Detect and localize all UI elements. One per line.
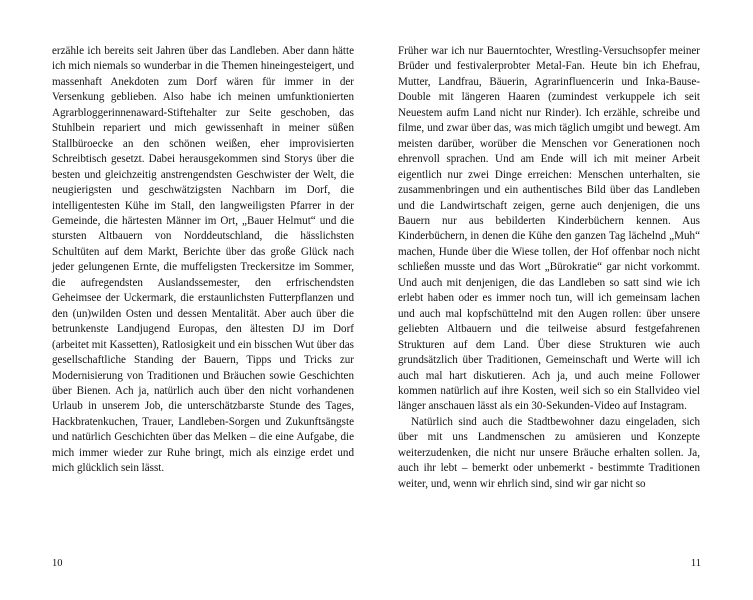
text-columns — [52, 44, 701, 524]
left-page-column — [52, 44, 354, 524]
folio-left: 10 — [52, 558, 63, 569]
page-footer — [52, 558, 701, 572]
right-page-paragraph-2: Natürlich sind auch die Stadtbewohner dazu eingeladen, sich über mit uns Landmenschen zu amüsieren und Konzepte weiterzudenken, die nicht nur unsere Bräuche erhalten sollen. Ja, auch ihr lebt – bemerkt oder unbemerkt - bestimmte Traditionen weiter, und, wenn wir ehrlich sind, sind wir gar nicht so — [398, 415, 700, 490]
right-page-column — [398, 44, 700, 524]
right-page-paragraph-1: Früher war ich nur Bauerntochter, Wrestling-Versuchsopfer meiner Brüder und festivalerprobter Metal-Fan. Heute bin ich Ehefrau, Mutter, Landfrau, Bäuerin, Agrarinfluencerin und Inka-Bause-Double mit längeren Haaren (zumindest verkuppele ich seit Neuestem aufm Land nicht nur Rinder). Ich erzähle, schreibe und filme, und zwar über das, was mich täglich umgibt und bewegt. Am meisten darüber, worüber die Menschen vor Generationen noch ehrenvoll sprachen. Und am Ende will ich mit meiner Arbeit eigentlich nur zwei Dinge erreichen: Menschen unterhalten, sie zusammenbringen und ein authentisches Bild über das Landleben und die Landwirtschaft zeigen, gerne auch denjenigen, die uns Bauern nur aus bebilderten Kinderbüchern kennen. Aus Kinderbüchern, in denen die Kühe den ganzen Tag lächelnd „Muh“ machen, Hunde über die Wiese tollen, der Hof offenbar noch nicht schließen musste und das Wort „Bürokratie“ gar nicht vorkommt. Und auch mit denjenigen, die das Landleben so satt sind wie ich erlebt haben oder es immer noch tun, will ich gemeinsam lachen und auch mal kopfschüttelnd mit den Augen rollen: über unsere geliebten Altbauern und die teilweise absurd festgefahrenen Strukturen auf dem Land. Über diese Strukturen wie auch grundsätzlich über Traditionen, Gemeinschaft und Werte will ich auch mal hart diskutieren. Ach ja, und auch meine Follower kommen natürlich auf ihre Kosten, weil sich so ein Stallvideo viel länger anschauen lässt als ein 30-Sekunden-Video auf Instagram. — [398, 45, 700, 413]
left-page-paragraph-1: erzähle ich bereits seit Jahren über das Landleben. Aber dann hätte ich mich niemals so wunderbar in die Themen hineingesteigert, und massenhaft Anekdoten zum Dorf wären für immer in der Versenkung geblieben. Also habe ich meinen umfunktionierten Agrarbloggerinnenaward-Stiftehalter zur Seite geschoben, das Stuhlbein repariert und mich gewissenhaft in meiner süßen Stallbüroecke an den schönen weißen, eher improvisierten Schreibtisch gesetzt. Dabei herausgekommen sind Storys über die besten und gleichzeitig anstrengendsten Geschwister der Welt, die neugierigsten und geschwätzigsten Nachbarn im Dorf, die intelligentesten Kühe im Stall, den langweiligsten Pfarrer in der Gemeinde, die härtesten Männer im Ort, „Bauer Helmut“ und die stursten Altbauern von Norddeutschland, die hässlichsten Schultüten auf dem Markt, Berichte über das große Glück nach jeder gelungenen Ernte, die muffeligsten Treckersitze im Sommer, die aufregendsten Auslandssemester, den erfrischendsten Geheimsee der Uckermark, die erstaunlichsten Futterpflanzen und den (un)wilden Osten und dessen Mentalität. Aber auch über die betrunkenste Landjugend Europas, den ältesten DJ im Dorf (arbeitet mit Kassetten), Ratlosigkeit und ein bisschen Wut über das gesellschaftliche Standing der Bauern, Tipps und Tricks zur Modernisierung von Traditionen und Bräuchen sowie Geschichten über Bienen. Ach ja, natürlich auch über den nicht vorhandenen Urlaub in unserem Job, die unterschätzbarste Stunde des Tages, Hackbratenkuchen, Trauer, Landleben-Sorgen und Zukunftsängste und natürlich Geschichten über das Melken – die eine Aufgabe, die mich immer wieder zur Ruhe bringt, mich als einzige erdet und mich glücklich sein lässt. — [52, 45, 354, 475]
folio-right: 11 — [690, 558, 701, 569]
